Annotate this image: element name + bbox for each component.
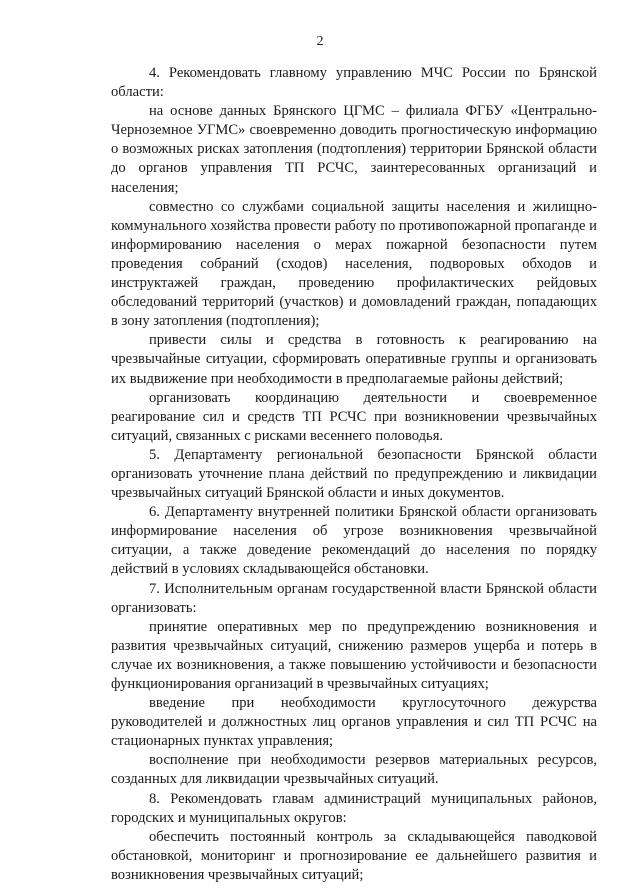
paragraph-reserves: восполнение при необходимости резервов материальных ресурсов, созданных для ликвидации чрезвычайных ситуаций. [111, 752, 597, 788]
paragraph-readiness: привести силы и средства в готовность к реагированию на чрезвычайные ситуации, сформировать оперативные группы и организовать их выдвижение при необходимости в предполагаемые районы действий; [111, 332, 597, 387]
paragraph-forecast-info: на основе данных Брянского ЦГМС – филиала ФГБУ «Центрально-Черноземное УГМС» своевременно доводить прогностическую информацию о возможных рисках затопления (подтопления) территории Брянской области до органов управления ТП РСЧС, заинтересованных организаций и населения; [111, 103, 597, 196]
paragraph-operative-measures: принятие оперативных мер по предупреждению возникновения и развития чрезвычайных ситуаций, снижению размеров ущерба и потерь в случае их возникновения, а также повышению устойчивости и безопасности функционирования организаций в чрезвычайных ситуациях; [111, 618, 597, 692]
paragraph-coordination: организовать координацию деятельности и своевременное реагирование сил и средств ТП РСЧС при возникновении чрезвычайных ситуаций, связанных с рисками весеннего половодья. [111, 389, 597, 444]
page-number: 2 [316, 34, 324, 49]
document-body [111, 64, 597, 885]
paragraph-item-5: 5. Департаменту региональной безопасности Брянской области организовать уточнение плана действий по предупреждению и ликвидации чрезвычайных ситуаций Брянской области и иных документов. [111, 446, 597, 502]
paragraph-item-8: 8. Рекомендовать главам администраций муниципальных районов, городских и муниципальных округов: [111, 790, 597, 826]
paragraph-item-7: 7. Исполнительным органам государственной власти Брянской области организовать: [111, 580, 597, 616]
paragraph-duty: введение при необходимости круглосуточного дежурства руководителей и должностных лиц органов управления и сил ТП РСЧС на стационарных пунктах управления; [111, 695, 597, 750]
paragraph-fire-safety: совместно со службами социальной защиты населения и жилищно-коммунального хозяйства провести работу по противопожарной пропаганде и информированию населения о мерах пожарной безопасности путем проведения собраний (сходов) населения, подворовых обходов и инструктажей граждан, проведению профилактических рейдовых обследований территорий (участков) и домовладений граждан, попадающих в зону затопления (подтопления); [111, 198, 597, 330]
paragraph-item-6: 6. Департаменту внутренней политики Брянской области организовать информирование населения об угрозе возникновения чрезвычайной ситуации, а также доведение рекомендаций до населения по порядку действий в условиях складывающейся обстановки. [111, 504, 597, 578]
paragraph-item-4: 4. Рекомендовать главному управлению МЧС России по Брянской области: [111, 65, 597, 101]
paragraph-monitoring: обеспечить постоянный контроль за складывающейся паводковой обстановкой, мониторинг и прогнозирование ее дальнейшего развития и возникновения чрезвычайных ситуаций; [111, 828, 597, 883]
